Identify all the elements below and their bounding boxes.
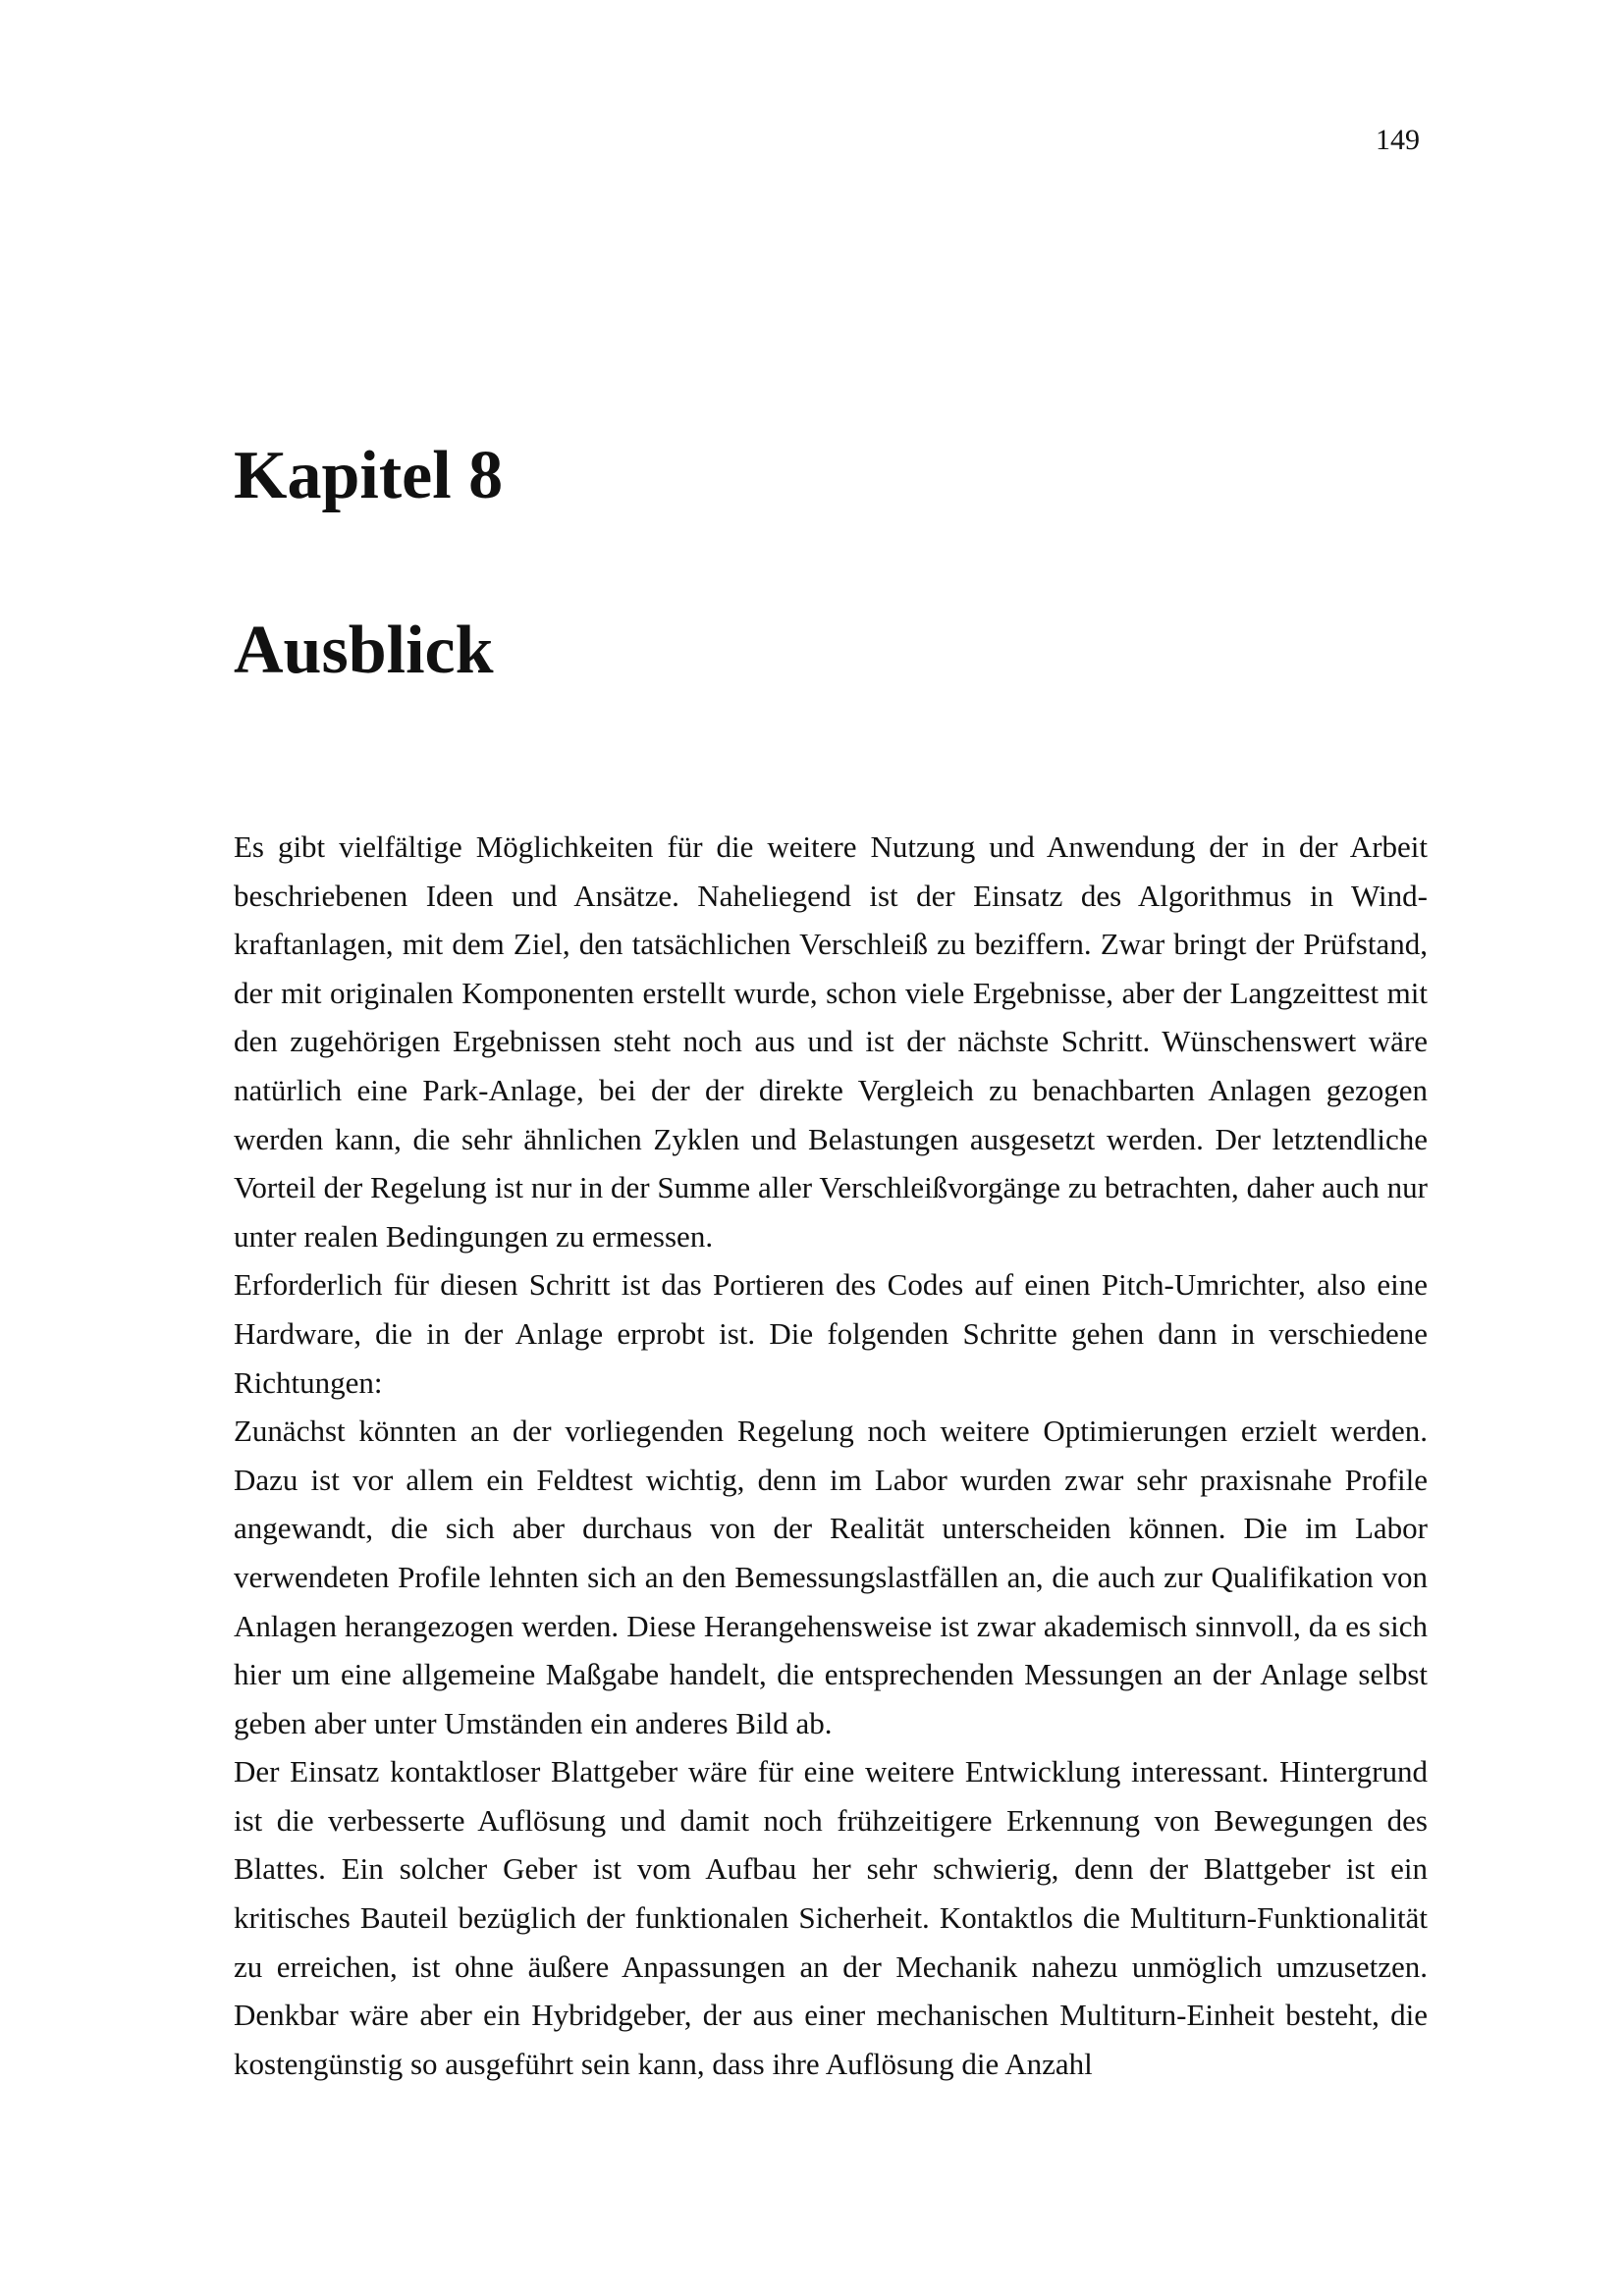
paragraph-contactless-encoder: Der Einsatz kontaktloser Blattgeber wäre für eine weitere Entwicklung interessant. Hintergrund ist die verbesserte Auflösung und damit noch frühzeitigere Erkennung von Bewegungen des Blattes. Ein solcher Geber ist vom Aufbau her sehr schwierig, denn der Blattgeber ist ein kritisches Bauteil bezüglich der funktionalen Sicherheit. Kontaktlos die Multiturn-Funktionalität zu erreichen, ist ohne äußere Anpassungen an der Mechanik nahezu unmöglich umzusetzen. Denkbar wäre aber ein Hybridgeber, der aus einer mechanischen Multiturn-Einheit besteht, die kostengünstig so ausgeführt sein kann, dass ihre Auflösung die Anzahl xyxy=(234,1754,1428,2081)
page-number: 149 xyxy=(1376,124,1420,156)
body-text xyxy=(234,823,1428,2088)
chapter-title: Ausblick xyxy=(234,613,494,688)
paragraph-pitch-converter: Erforderlich für diesen Schritt ist das Portieren des Codes auf einen Pitch-Umrichter, also eine Hardware, die in der Anlage erprobt ist. Die folgenden Schritte gehen dann in verschiedene Richtungen: xyxy=(234,1267,1428,1400)
paragraph-optimization: Zunächst könnten an der vorliegenden Regelung noch weitere Optimierungen erzielt werden. Dazu ist vor allem ein Feldtest wichtig, denn im Labor wurden zwar sehr praxisnahe Profile angewandt, die sich aber durchaus von der Realität unterscheiden können. Die im Labor verwendeten Profile lehnten sich an den Bemessungslastfällen an, die auch zur Qualifikation von Anlagen herangezogen werden. Diese Herangehensweise ist zwar akademisch sinnvoll, da es sich hier um eine allgemeine Maßgabe handelt, die entsprechenden Messungen an der Anlage selbst geben aber unter Umständen ein anderes Bild ab. xyxy=(234,1414,1428,1740)
paragraph-intro: Es gibt vielfältige Möglichkeiten für die weitere Nutzung und Anwendung der in der Arbeit beschriebenen Ideen und Ansätze. Naheliegend ist der Einsatz des Algorithmus in Windkraftanlagen, mit dem Ziel, den tatsächlichen Verschleiß zu beziffern. Zwar bringt der Prüfstand, der mit originalen Komponenten erstellt wurde, schon viele Ergebnisse, aber der Langzeittest mit den zugehörigen Ergebnissen steht noch aus und ist der nächste Schritt. Wünschenswert wäre natürlich eine Park-Anlage, bei der der direkte Vergleich zu benachbarten Anlagen gezogen werden kann, die sehr ähnlichen Zyklen und Belastungen ausgesetzt werden. Der letztendliche Vorteil der Regelung ist nur in der Summe aller Verschleißvorgänge zu betrachten, daher auch nur unter realen Bedingungen zu ermessen. xyxy=(234,829,1428,1254)
chapter-label: Kapitel 8 xyxy=(234,438,504,513)
